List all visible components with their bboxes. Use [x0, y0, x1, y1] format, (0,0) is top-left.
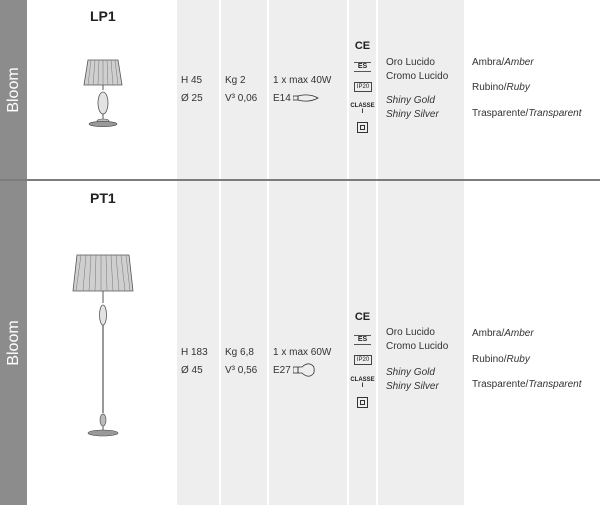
series-label: Bloom [4, 66, 22, 113]
color-option [472, 379, 582, 390]
finish-en-2: Shiny Silver [386, 381, 439, 392]
finish-it-1: Oro Lucido [386, 327, 435, 338]
color-option [472, 57, 534, 68]
volume-value: V³ 0,56 [225, 365, 258, 376]
color-option [472, 82, 530, 93]
height-value: H 183 [181, 347, 208, 358]
bulb-spec [273, 72, 331, 108]
finish-english [386, 94, 439, 122]
color-it: Rubino/ [472, 82, 507, 93]
finish-column [378, 0, 464, 179]
color-it: Trasparente/ [472, 379, 529, 390]
finish-it-2: Cromo Lucido [386, 71, 449, 82]
product-row-pt1 [0, 181, 600, 505]
bulb-column [269, 181, 347, 505]
weight-column [221, 181, 267, 505]
double-insulation-icon [357, 397, 368, 408]
weight-volume [225, 344, 257, 380]
finish-it-2: Cromo Lucido [386, 341, 449, 352]
ip20-badge: IP20 [354, 82, 372, 92]
wattage-value: 1 x max 60W [273, 347, 332, 358]
color-it: Ambra/ [472, 328, 505, 339]
volume-value: V³ 0,06 [225, 93, 258, 104]
certifications [349, 181, 376, 505]
double-insulation-icon [357, 122, 368, 133]
series-label: Bloom [4, 320, 22, 366]
standard-bulb-icon [293, 363, 315, 377]
color-it: Ambra/ [472, 57, 505, 68]
ce-mark-icon: CE [354, 311, 371, 323]
weight-volume [225, 72, 257, 108]
ce-mark-icon: CE [354, 40, 371, 52]
product-code: LP1 [90, 8, 116, 24]
dimensions-column [177, 181, 219, 505]
color-en: Ruby [506, 354, 530, 365]
weight-value: Kg 6,8 [225, 347, 254, 358]
class-label: CLASSE I [350, 103, 375, 115]
color-en: Amber [504, 57, 534, 68]
dimensions [181, 72, 203, 108]
diameter-value: Ø 45 [181, 365, 203, 376]
es-mark-icon: ES [354, 62, 371, 72]
finish-it-1: Oro Lucido [386, 57, 435, 68]
color-it: Trasparente/ [472, 108, 529, 119]
weight-value: Kg 2 [225, 75, 246, 86]
socket-value: E27 [273, 365, 291, 376]
finish-en-1: Shiny Gold [386, 95, 435, 106]
floor-lamp-image [70, 253, 136, 439]
color-option [472, 354, 530, 365]
certifications [349, 0, 376, 179]
socket-value: E14 [273, 93, 291, 104]
color-en: Amber [504, 328, 534, 339]
color-en: Transparent [528, 108, 582, 119]
color-option [472, 108, 582, 119]
product-row-lp1 [0, 0, 600, 179]
height-value: H 45 [181, 75, 203, 86]
class-label: CLASSE I [350, 377, 375, 389]
finish-en-2: Shiny Silver [386, 109, 439, 120]
color-en: Transparent [528, 379, 582, 390]
finish-english [386, 366, 439, 394]
color-it: Rubino/ [472, 354, 507, 365]
candle-bulb-icon [293, 94, 319, 102]
wattage-value: 1 x max 40W [273, 75, 332, 86]
series-sidebar [0, 0, 27, 179]
color-option [472, 328, 534, 339]
series-sidebar [0, 181, 27, 505]
table-lamp-image [82, 58, 124, 128]
finish-italian [386, 56, 448, 84]
finish-en-1: Shiny Gold [386, 367, 435, 378]
bulb-spec [273, 344, 331, 380]
color-en: Ruby [506, 82, 530, 93]
product-code: PT1 [90, 190, 116, 206]
es-mark-icon: ES [354, 335, 371, 345]
diameter-value: Ø 25 [181, 93, 203, 104]
dimensions [181, 344, 208, 380]
finish-italian [386, 326, 448, 354]
ip20-badge: IP20 [354, 355, 372, 365]
